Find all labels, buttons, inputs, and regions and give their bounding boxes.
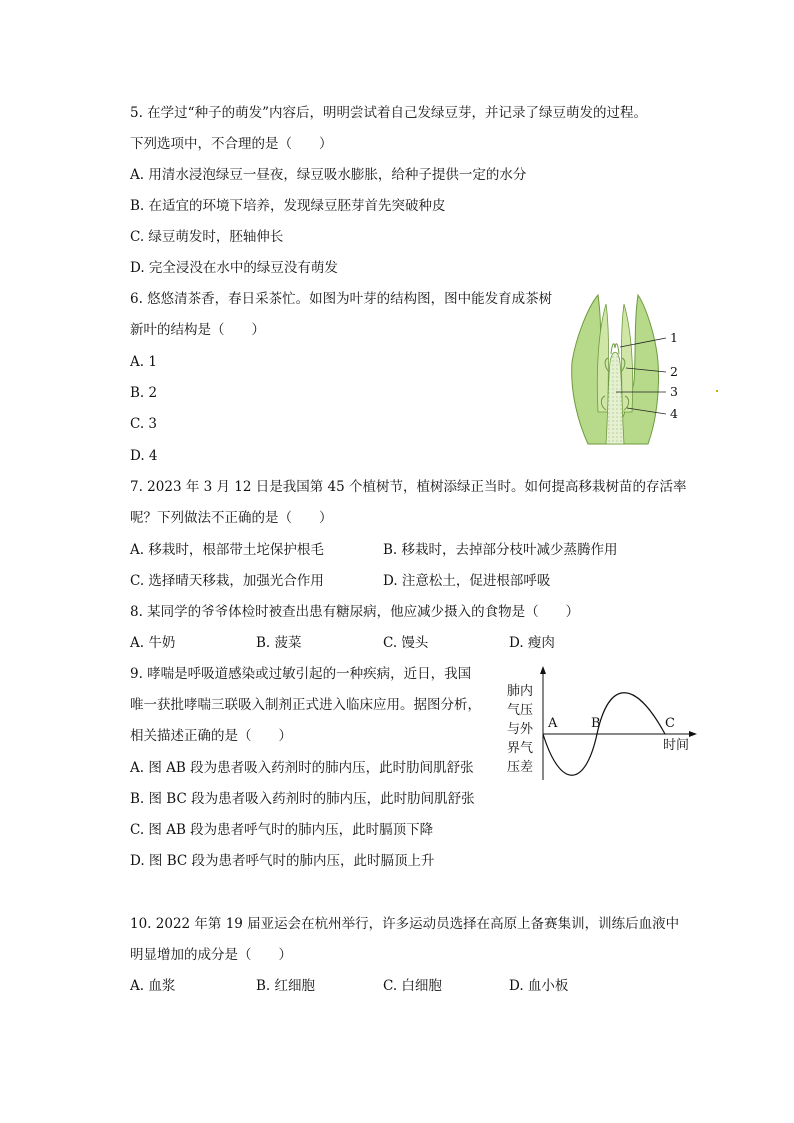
bud-label-4: 4 xyxy=(670,406,678,421)
q7-option-a: A. 移栽时，根部带土坨保护根毛 xyxy=(130,542,324,558)
q7-stem-line2: 呢？下列做法不正确的是（ ） xyxy=(130,510,333,526)
bud-label-2: 2 xyxy=(670,364,678,379)
q9-option-d: D. 图 BC 段为患者呼气时的肺内压，此时膈顶上升 xyxy=(130,853,435,869)
q9-option-c: C. 图 AB 段为患者呼气时的肺内压，此时膈顶下降 xyxy=(130,822,434,838)
q5-option-d: D. 完全浸没在水中的绿豆没有萌发 xyxy=(130,260,338,276)
q8-option-b: B. 菠菜 xyxy=(256,635,302,651)
y-label-line4: 界气 xyxy=(507,741,534,756)
q5-stem-line2: 下列选项中，不合理的是（ ） xyxy=(130,136,333,152)
q5-option-b: B. 在适宜的环境下培养，发现绿豆胚芽首先突破种皮 xyxy=(130,198,446,214)
q5-option-c: C. 绿豆萌发时，胚轴伸长 xyxy=(130,229,284,245)
q9-stem-line2: 唯一获批哮喘三联吸入制剂正式进入临床应用。据图分析， xyxy=(130,697,481,713)
q5-option-a: A. 用清水浸泡绿豆一昼夜，绿豆吸水膨胀，给种子提供一定的水分 xyxy=(130,167,527,183)
leaf-bud-drawing xyxy=(568,292,698,448)
bud-label-1: 1 xyxy=(670,330,678,345)
q8-option-a: A. 牛奶 xyxy=(130,635,176,651)
q6-stem-line1: 6. 悠悠清茶香，春日采茶忙。如图为叶芽的结构图，图中能发育成茶树 xyxy=(130,291,553,307)
q9-option-b: B. 图 BC 段为患者吸入药剂时的肺内压，此时肋间肌舒张 xyxy=(130,791,475,807)
q10-option-b: B. 红细胞 xyxy=(256,978,316,994)
q8-option-d: D. 瘦肉 xyxy=(509,635,555,651)
stray-mark xyxy=(716,390,718,392)
y-label-line1: 肺内 xyxy=(507,684,534,699)
y-label-line2: 气压 xyxy=(507,703,534,718)
leaf-bud-figure xyxy=(568,292,698,448)
y-label-line5: 压差 xyxy=(507,760,534,775)
q6-option-b: B. 2 xyxy=(130,385,158,401)
graph-point-a: A xyxy=(548,716,558,731)
y-label-line3: 与外 xyxy=(507,722,534,737)
q9-stem-line3: 相关描述正确的是（ ） xyxy=(130,728,292,744)
q7-option-d: D. 注意松土，促进根部呼吸 xyxy=(383,573,551,589)
q8-option-c: C. 馒头 xyxy=(383,635,429,651)
q9-stem-line1: 9. 哮喘是呼吸道感染或过敏引起的一种疾病，近日，我国 xyxy=(130,666,472,682)
q5-stem-line1: 5. 在学过“种子的萌发”内容后，明明尝试着自己发绿豆芽，并记录了绿豆萌发的过程。 xyxy=(130,105,647,121)
q9-option-a: A. 图 AB 段为患者吸入药剂时的肺内压，此时肋间肌舒张 xyxy=(130,760,474,776)
graph-x-label: 时间 xyxy=(663,738,690,753)
graph-y-label xyxy=(507,682,533,777)
q10-stem-line1: 10. 2022 年第 19 届亚运会在杭州举行，许多运动员选择在高原上备赛集训，训练后血液中 xyxy=(130,916,680,932)
graph-point-c: C xyxy=(665,716,675,731)
q7-stem-line1: 7. 2023 年 3 月 12 日是我国第 45 个植树节，植树添绿正当时。如何提高移栽树苗的存活率 xyxy=(130,479,687,495)
q6-option-c: C. 3 xyxy=(130,416,158,432)
graph-point-b: B xyxy=(591,716,601,731)
q8-stem-line1: 8. 某同学的爷爷体检时被查出患有糖尿病，他应减少摄入的食物是（ ） xyxy=(130,604,580,620)
pressure-graph-axes xyxy=(505,664,705,784)
pressure-graph xyxy=(505,664,705,784)
q10-option-a: A. 血浆 xyxy=(130,978,176,994)
q10-option-d: D. 血小板 xyxy=(509,978,569,994)
q10-option-c: C. 白细胞 xyxy=(383,978,442,994)
bud-label-3: 3 xyxy=(670,384,678,399)
q6-option-a: A. 1 xyxy=(130,354,157,370)
q6-stem-line2: 新叶的结构是（ ） xyxy=(130,322,265,338)
q7-option-c: C. 选择晴天移栽，加强光合作用 xyxy=(130,573,324,589)
q10-stem-line2: 明显增加的成分是（ ） xyxy=(130,947,292,963)
q7-option-b: B. 移栽时，去掉部分枝叶减少蒸腾作用 xyxy=(383,542,618,558)
q6-option-d: D. 4 xyxy=(130,448,158,464)
